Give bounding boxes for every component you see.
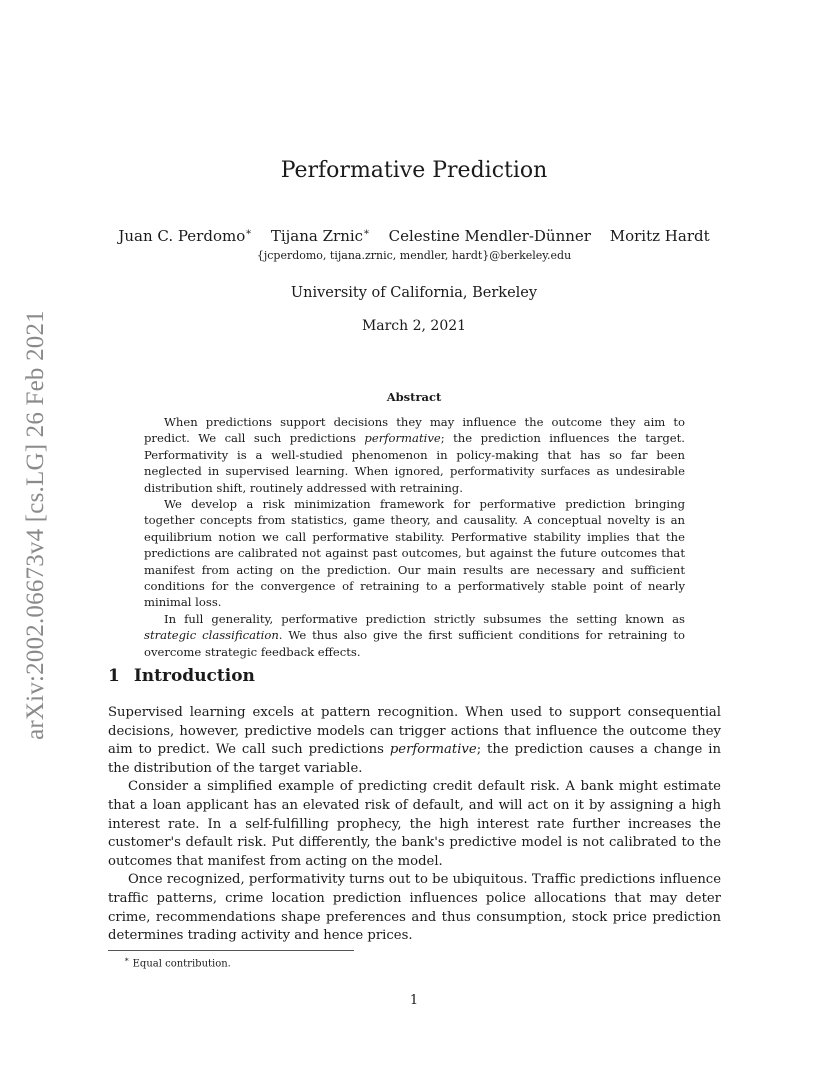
paper-date: March 2, 2021 [361, 318, 467, 334]
author: Moritz Hardt [609, 227, 710, 245]
author: Juan C. Perdomo∗ [118, 227, 253, 245]
abstract-heading: Abstract [386, 390, 442, 404]
abstract-body [144, 414, 685, 660]
body-paragraph: Once recognized, performativity turns out to be ubiquitous. Traffic predictions influence traffic patterns, crime location prediction influences police allocations that may deter crime, recommendations shape preferences and thus consumption, stock price prediction determines trading activity and hence prices. [108, 872, 721, 944]
footnote-mark: ∗ [124, 955, 130, 964]
section-number: 1 [108, 666, 120, 686]
author-emails: {jcperdomo, tijana.zrnic, mendler, hardt}@berkeley.edu [256, 249, 572, 262]
page-number: 1 [409, 993, 419, 1008]
paper-title: Performative Prediction [280, 158, 548, 183]
introduction-body [108, 704, 721, 946]
footnote-text: Equal contribution. [132, 958, 231, 970]
affiliation: University of California, Berkeley [290, 285, 538, 301]
abstract-paragraph: We develop a risk minimization framework for performative prediction bringing together concepts from statistics, game theory, and causality. A conceptual novelty is an equilibrium notion we call performative stability. Performative stability implies that the predictions are calibrated not against past outcomes, but against the future outcomes that manifest from acting on the prediction. Our main results are necessary and sufficient conditions for the convergence of retraining to a performatively stable point of nearly minimal loss. [144, 497, 685, 610]
footnote [124, 955, 231, 969]
arxiv-stamp [14, 290, 58, 760]
author: Celestine Mendler-Dünner [388, 227, 591, 245]
abstract-paragraph: In full generality, performative prediction strictly subsumes the setting known as strategic classification. We thus also give the first sufficient conditions for retraining to overcome strategic feedback effects. [144, 611, 685, 659]
footnote-divider [108, 950, 354, 951]
section-title: Introduction [133, 666, 255, 686]
arxiv-identifier: arXiv:2002.06673v4 [cs.LG] 26 Feb 2021 [22, 310, 49, 740]
body-paragraph: Consider a simplified example of predicting credit default risk. A bank might estimate that a loan applicant has an elevated risk of default, and will act on it by assigning a high interest rate. In a self-fulfilling prophecy, the high interest rate further increases the customer's default risk. Put differently, the bank's predictive model is not calibrated to the outcomes that manifest from acting on the model. [108, 779, 721, 869]
author-list [0, 227, 828, 245]
author: Tijana Zrnic∗ [270, 227, 370, 245]
body-paragraph: Supervised learning excels at pattern recognition. When used to support consequential decisions, however, predictive models can trigger actions that influence the outcome they aim to predict. We call such predictions performative; the prediction causes a change in the distribution of the target variable. [108, 705, 721, 776]
section-heading [108, 666, 255, 686]
abstract-paragraph: When predictions support decisions they may influence the outcome they aim to predict. We call such predictions performative; the prediction influences the target. Performativity is a well-studied phenomenon in policy-making that has so far been neglected in supervised learning. When ignored, performativity surfaces as undesirable distribution shift, routinely addressed with retraining. [144, 415, 685, 495]
